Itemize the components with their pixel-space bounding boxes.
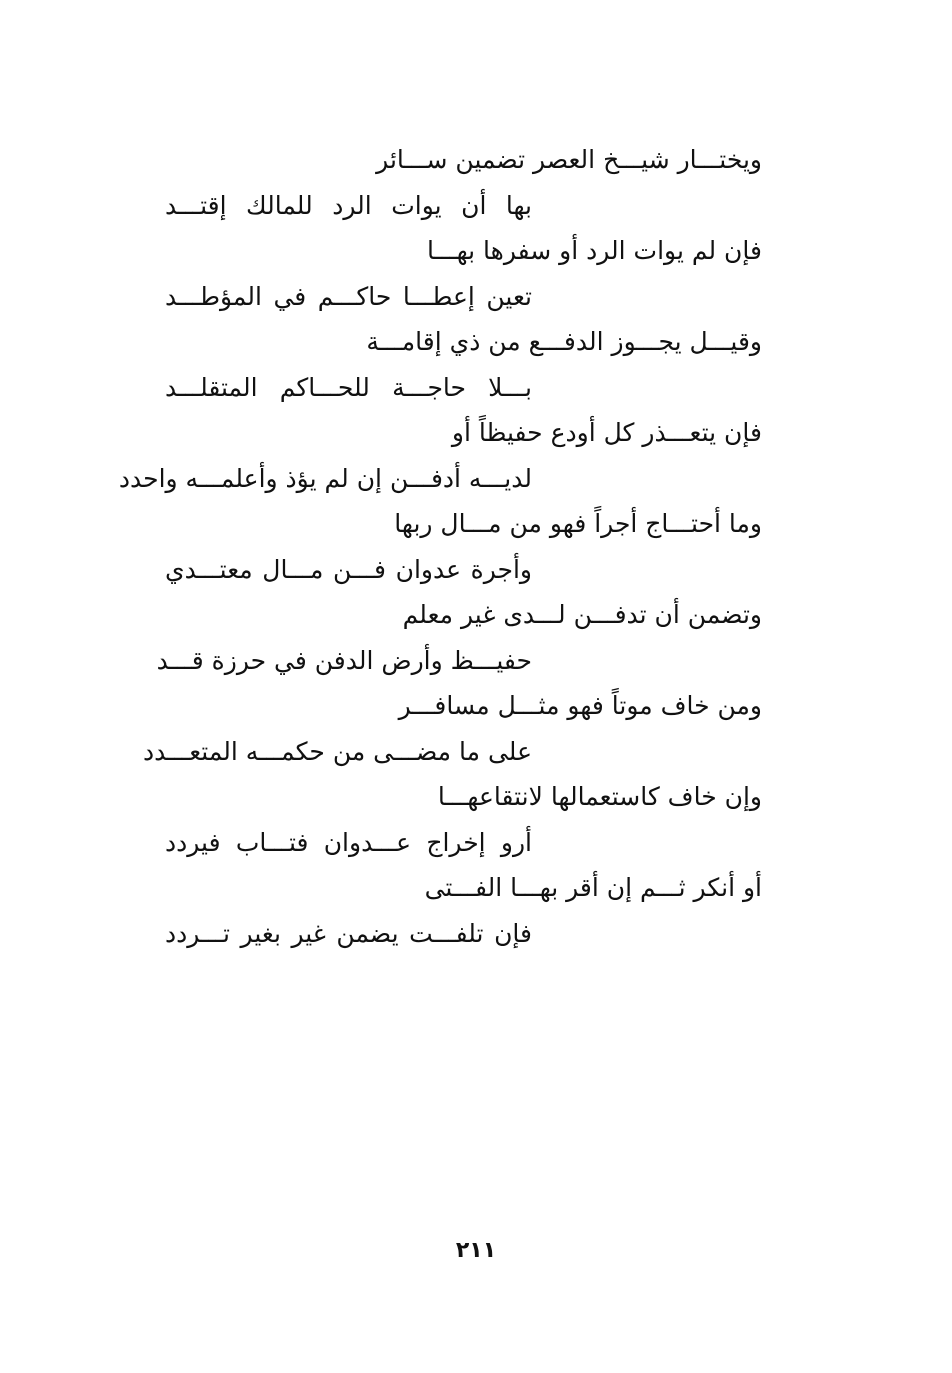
verse-line: وإن خاف كاستعمالها لانتقاعهـــا — [437, 782, 762, 811]
verse-line: أرو إخراج عـــدوان فتـــاب فيردد — [165, 827, 532, 857]
verse-line: وقيـــل يجـــوز الدفـــع من ذي إقامـــة — [366, 327, 762, 356]
verse-line: بها أن يوات الرد للمالك إقتـــد — [165, 190, 532, 220]
poem-body — [0, 137, 952, 956]
verse-line: بـــلا حاجـــة للحـــاكم المتقلـــد — [165, 372, 532, 402]
verse-line: تعين إعطـــا حاكـــم في المؤطـــد — [165, 281, 532, 311]
verse-line: لديـــه أدفـــن إن لم يؤذ وأعلمـــه واحدد — [118, 463, 532, 493]
verse-line: فإن تلفـــت يضمن غير بغير تـــردد — [165, 918, 532, 948]
verse-line: أو أنكر ثـــم إن أقر بهـــا الفـــتى — [424, 873, 762, 902]
verse-line: وما أحتـــاج أجراً فهو من مـــال ربها — [394, 509, 762, 538]
verse-line: ويختـــار شيـــخ العصر تضمين ســـائر — [376, 145, 762, 174]
verse-line: وتضمن أن تدفـــن لـــدى غير معلم — [402, 600, 762, 629]
verse-line: وأجرة عدوان فـــن مـــال معتـــدي — [165, 554, 532, 584]
page-number: ٢١١ — [455, 1238, 497, 1263]
verse-line: حفيـــظ وأرض الدفن في حرزة قـــد — [156, 645, 532, 675]
verse-line: ومن خاف موتاً فهو مثـــل مسافـــر — [398, 691, 762, 720]
verse-line: فإن لم يوات الرد أو سفرها بهـــا — [427, 236, 762, 265]
verse-line: فإن يتعـــذر كل أودع حفيظاً أو — [451, 418, 762, 447]
verse-line: على ما مضـــى من حكمـــه المتعـــدد — [142, 736, 532, 766]
